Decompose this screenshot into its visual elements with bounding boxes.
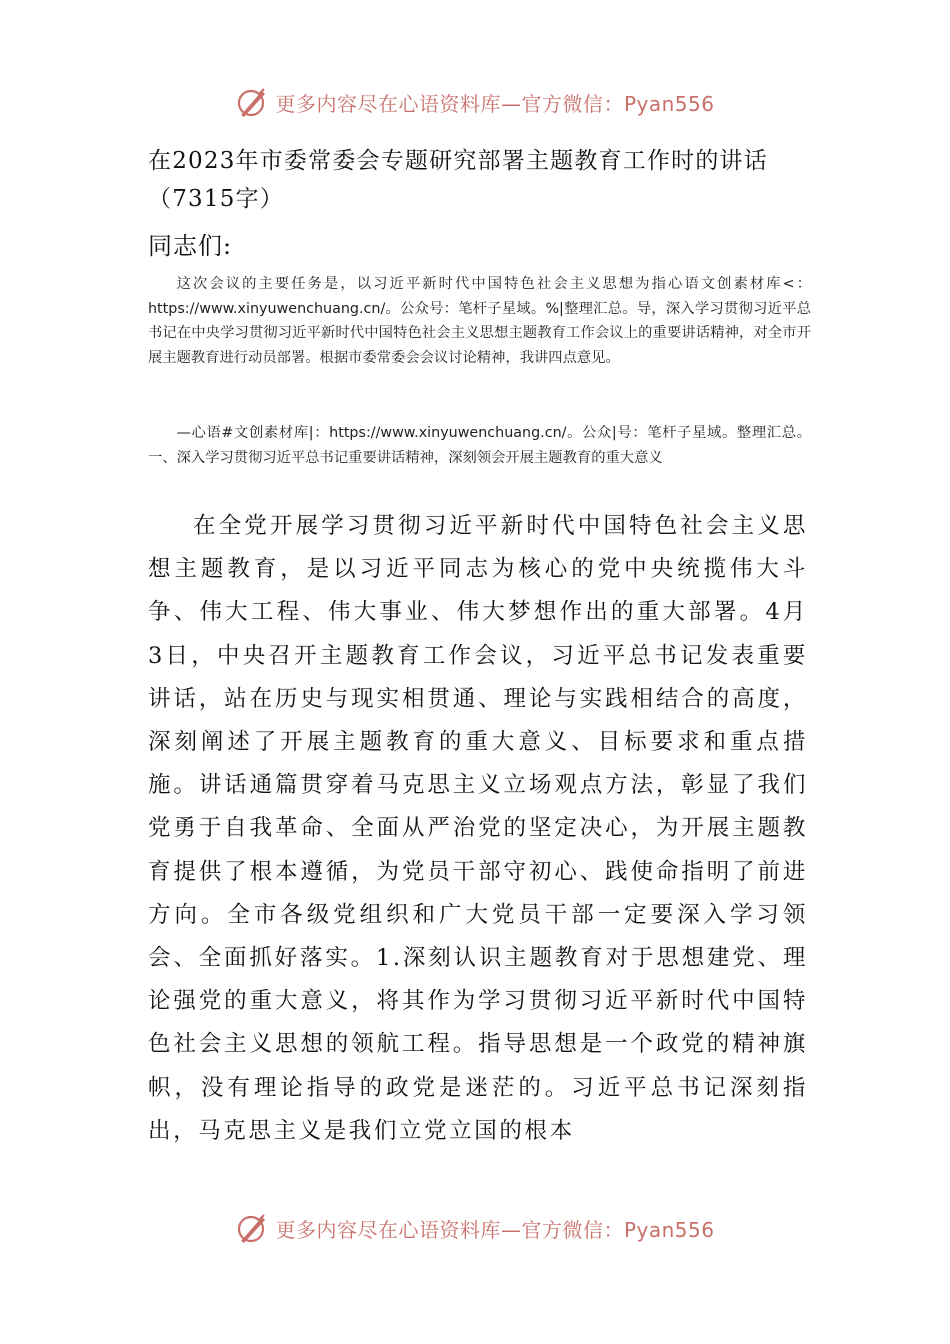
quill-pen-logo-icon [235,1211,269,1245]
footer-banner [0,1208,950,1248]
quill-pen-logo-icon [235,85,269,119]
greeting: 同志们: [148,232,233,260]
banner-text: 更多内容尽在心语资料库—官方微信：Pyan556 [275,1217,715,1242]
body-paragraph: 在全党开展学习贯彻习近平新时代中国特色社会主义思想主题教育，是以习近平同志为核心的党中央统揽伟大斗争、伟大工程、伟大事业、伟大梦想作出的重大部署。4月3日，中央召开主题教育工作会议，习近平总书记发表重要讲话，站在历史与现实相贯通、理论与实践相结合的高度，深刻阐述了开展主题教育的重大意义、目标要求和重点措施。讲话通篇贯穿着马克思主义立场观点方法，彰显了我们党勇于自我革命、全面从严治党的坚定决心，为开展主题教育提供了根本遵循，为党员干部守初心、践使命指明了前进方向。全市各级党组织和广大党员干部一定要深入学习领会、全面抓好落实。1.深刻认识主题教育对于思想建党、理论强党的重大意义，将其作为学习贯彻习近平新时代中国特色社会主义思想的领航工程。指导思想是一个政党的精神旗帜，没有理论指导的政党是迷茫的。习近平总书记深刻指出，马克思主义是我们立党立国的根本 [148,513,808,1144]
document-title: 在2023年市委常委会专题研究部署主题教育工作时的讲话（7315字） [148,148,768,212]
section-heading-paragraph: —心语#文创素材库|：https://www.xinyuwenchuang.cn/。公众|号：笔杆子星域。整理汇总。一、深入学习贯彻习近平总书记重要讲话精神，深刻领会开展主题教育的重大意义 [148,425,811,466]
header-banner [0,82,950,122]
banner-text: 更多内容尽在心语资料库—官方微信：Pyan556 [275,91,715,116]
intro-paragraph: 这次会议的主要任务是，以习近平新时代中国特色社会主义思想为指心语文创素材库<：https://www.xinyuwenchuang.cn/。公众号：笔杆子星域。%|整理汇总。导，深入学习贯彻习近平总书记在中央学习贯彻习近平新时代中国特色社会主义思想主题教育工作会议上的重要讲话精神，对全市开展主题教育进行动员部署。根据市委常委会会议讨论精神，我讲四点意见。 [148,276,811,366]
